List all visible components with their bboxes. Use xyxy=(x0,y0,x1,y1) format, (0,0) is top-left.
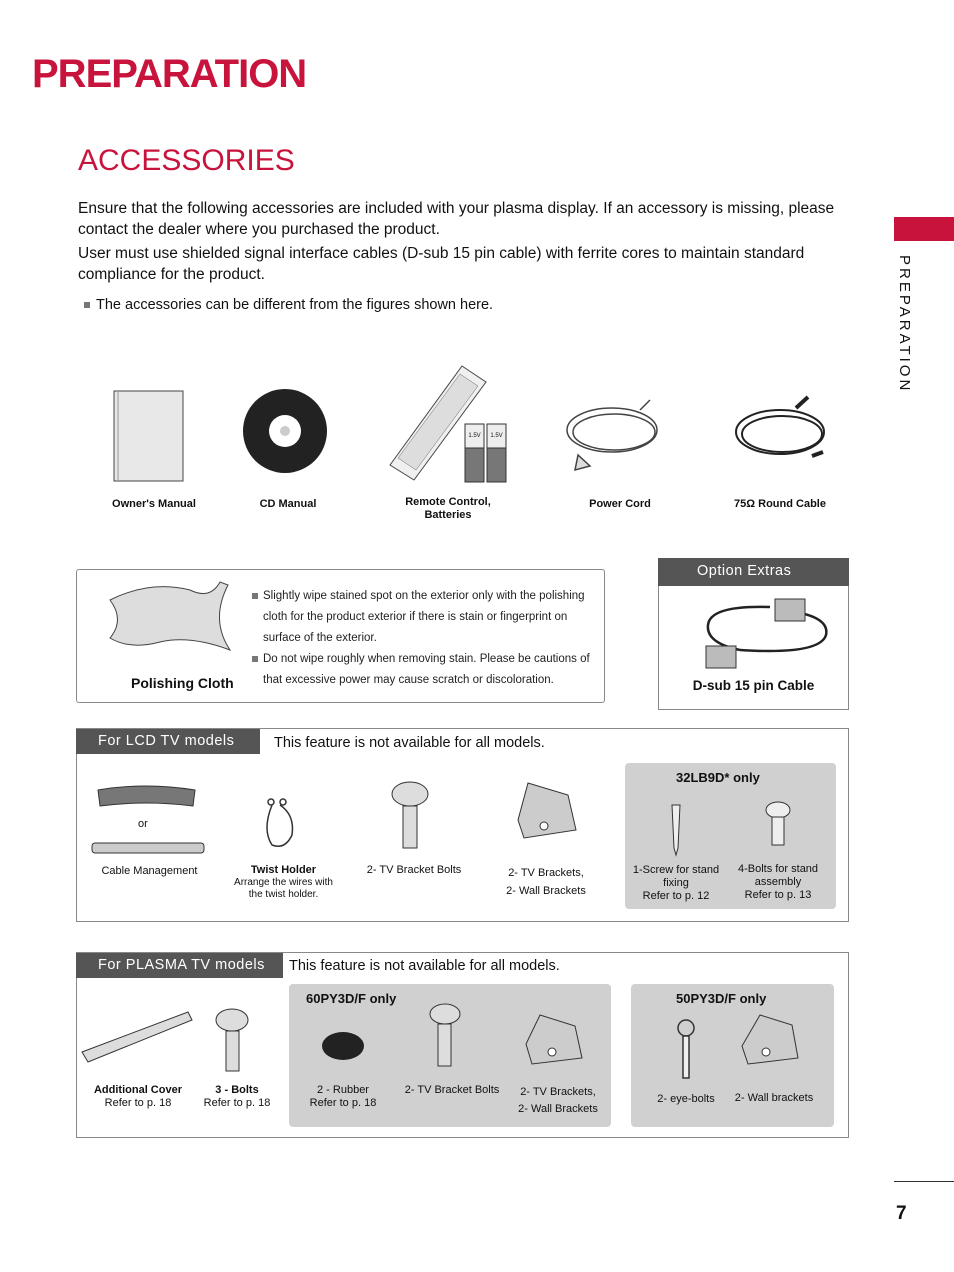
additional-cover-line1: Additional Cover xyxy=(93,1084,182,1096)
battery-label-2: 1.5V xyxy=(490,433,503,439)
bullet-1-line2: cloth for the product exterior if there is stain or fingerprint on xyxy=(263,611,568,623)
battery-label-1: 1.5V xyxy=(468,433,481,439)
plasma-bolt-icon xyxy=(216,1009,248,1071)
lcd-brackets-line2: 2- Wall Brackets xyxy=(506,885,586,897)
rubber-line2: Refer to p. 18 xyxy=(309,1097,377,1109)
remote-label-line2: Batteries xyxy=(424,509,472,521)
stand-screw-line2: fixing xyxy=(663,877,689,889)
round-cable-label: 75Ω Round Cable xyxy=(734,498,826,510)
eye-bolt-icon xyxy=(678,1020,694,1078)
additional-cover-line2: Refer to p. 18 xyxy=(104,1097,172,1109)
plasma-bolts-line1: 3 - Bolts xyxy=(215,1084,259,1096)
plasma-models-note: This feature is not available for all models. xyxy=(289,958,560,974)
rubber-icon xyxy=(322,1032,364,1060)
plasma-models-header: For PLASMA TV models xyxy=(76,953,283,978)
rubber-line1: 2 - Rubber xyxy=(317,1084,369,1096)
lcd-32lb9d-title: 32LB9D* only xyxy=(676,770,760,785)
bullet-1-line1: Slightly wipe stained spot on the exterior only with the polishing xyxy=(263,590,585,602)
side-tab-label: PREPARATION xyxy=(896,255,913,394)
plasma-60py3d-title: 60PY3D/F only xyxy=(306,991,397,1006)
plasma-bolts-line2: Refer to p. 18 xyxy=(203,1097,271,1109)
intro-paragraph-2: User must use shielded signal interface cables (D-sub 15 pin cable) with ferrite cores to maintain standard compliance for the product. xyxy=(78,245,805,283)
twist-holder-sub1: Arrange the wires with xyxy=(234,877,333,888)
twist-holder-sub2: the twist holder. xyxy=(248,889,319,900)
section-title: ACCESSORIES xyxy=(78,144,295,177)
owners-manual-label: Owner's Manual xyxy=(112,498,196,510)
twist-holder-title: Twist Holder xyxy=(250,864,317,876)
plasma-50py3d-title: 50PY3D/F only xyxy=(676,991,767,1006)
rubber-label xyxy=(293,1084,393,1110)
plasma-brackets-line2: 2- Wall Brackets xyxy=(518,1103,598,1115)
cd-manual-label: CD Manual xyxy=(259,498,317,510)
lcd-brackets-line1: 2- TV Brackets, xyxy=(508,867,584,879)
plasma-brackets-label xyxy=(506,1084,610,1118)
bullet-2-line1: Do not wipe roughly when removing stain. Please be cautions of xyxy=(263,653,590,665)
dsub-cable-label: D-sub 15 pin Cable xyxy=(692,678,815,693)
option-extras-header: Option Extras xyxy=(658,558,849,586)
bullet-2-line2: that excessive power may cause scratch or discoloration. xyxy=(263,674,554,686)
lcd-models-note: This feature is not available for all models. xyxy=(274,735,545,751)
wall-brackets-label: 2- Wall brackets xyxy=(734,1092,814,1104)
note-text: The accessories can be different from the figures shown here. xyxy=(96,297,494,313)
stand-bolts-line3: Refer to p. 13 xyxy=(744,889,812,901)
plasma-tv-bracket-icon xyxy=(526,1015,582,1064)
stand-bolts-line1: 4-Bolts for stand xyxy=(737,863,819,875)
plasma-bolts-label xyxy=(190,1084,284,1110)
cable-management-label: Cable Management xyxy=(101,865,198,877)
remote-label-line1: Remote Control, xyxy=(405,496,491,508)
stand-bolts-line2: assembly xyxy=(754,876,802,888)
additional-cover-icon xyxy=(82,1012,192,1062)
intro-paragraph-1: Ensure that the following accessories are included with your plasma display. If an accessory is missing, please contact the dealer where you purchased the product. xyxy=(78,200,835,238)
plasma-bracket-bolt-icon xyxy=(430,1004,460,1066)
polishing-cloth-label: Polishing Cloth xyxy=(131,675,234,691)
eye-bolts-label: 2- eye-bolts xyxy=(657,1093,715,1105)
plasma-bracket-bolts-label: 2- TV Bracket Bolts xyxy=(404,1084,500,1096)
plasma-brackets-line1: 2- TV Brackets, xyxy=(520,1086,596,1098)
page-title: PREPARATION xyxy=(32,52,307,96)
wall-bracket-icon xyxy=(742,1015,798,1064)
power-cord-label: Power Cord xyxy=(589,498,651,510)
bullet-1-line3: surface of the exterior. xyxy=(263,632,377,644)
lcd-models-header: For LCD TV models xyxy=(76,729,260,754)
lcd-bracket-bolts-label: 2- TV Bracket Bolts xyxy=(366,864,462,876)
page-number: 7 xyxy=(896,1203,907,1224)
or-label: or xyxy=(138,818,148,830)
additional-cover-label xyxy=(84,1084,192,1110)
stand-screw-line3: Refer to p. 12 xyxy=(642,890,710,902)
stand-screw-line1: 1-Screw for stand xyxy=(632,864,720,876)
page-number-rule xyxy=(894,1181,954,1182)
